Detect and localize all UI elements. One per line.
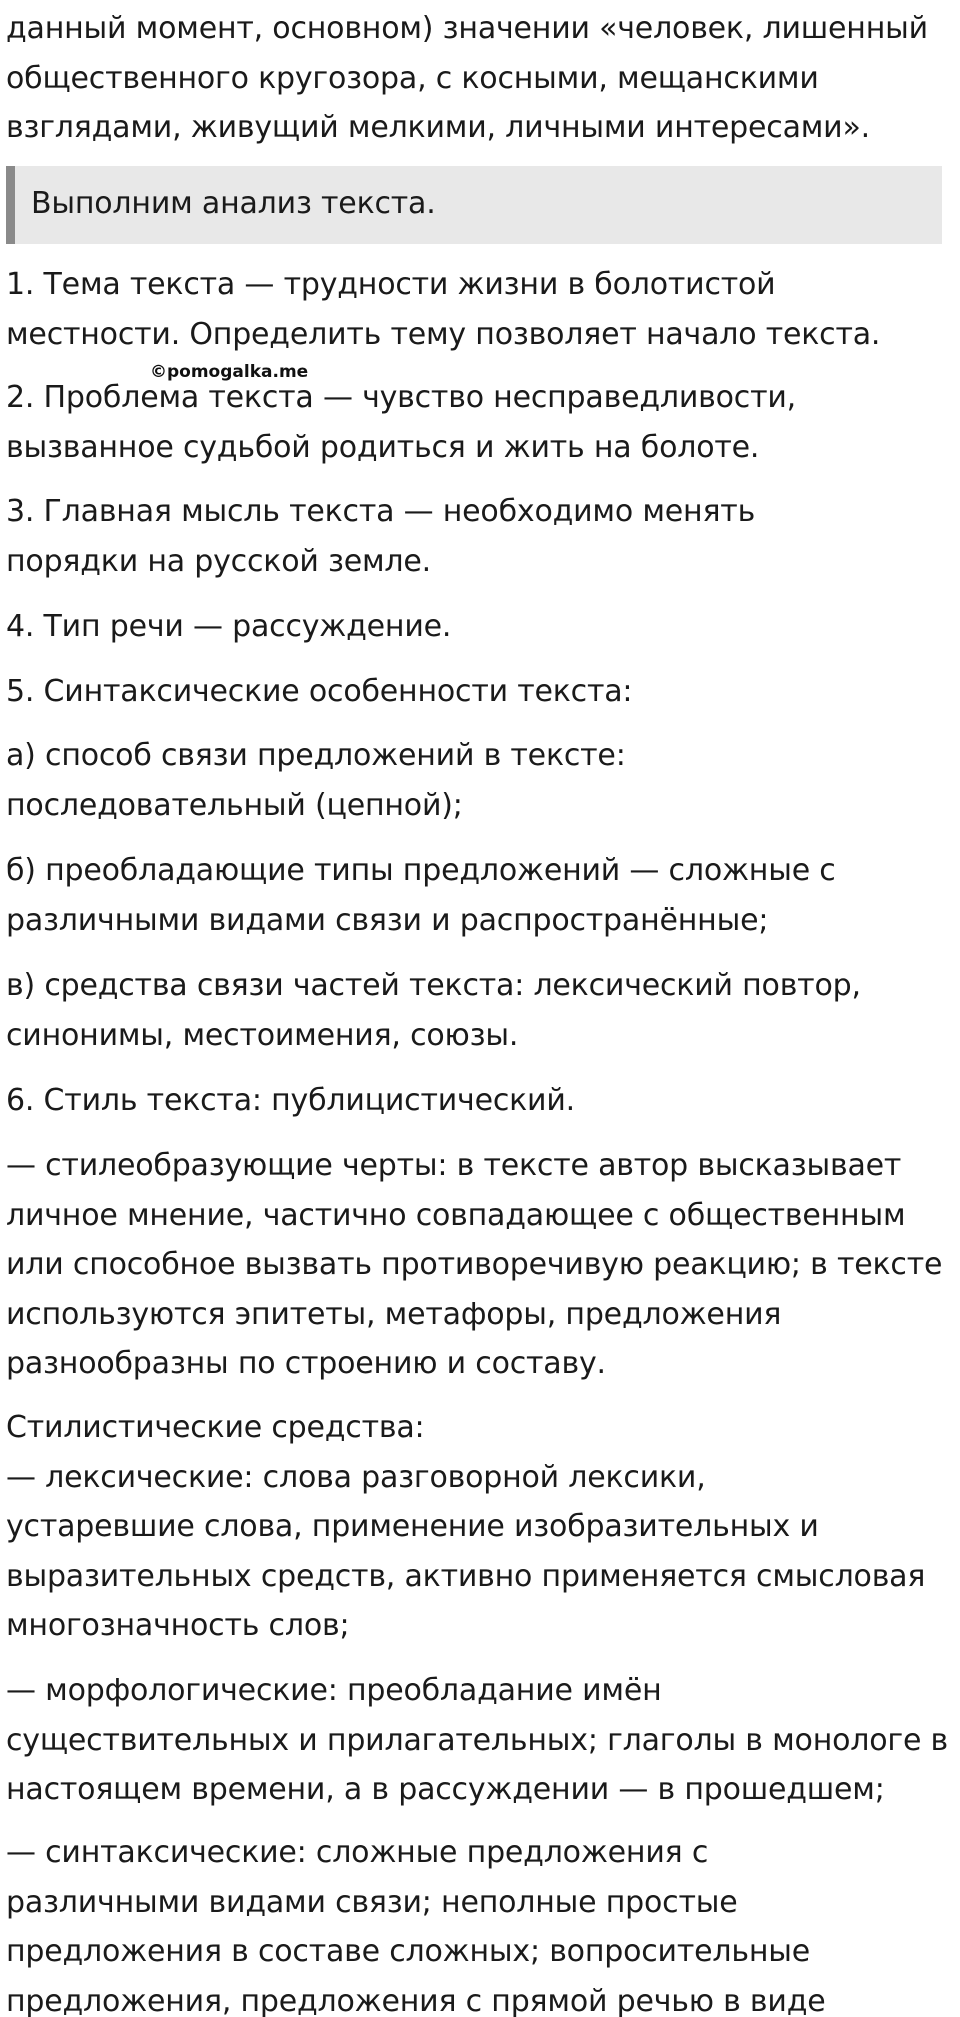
paragraph-syntax-c: в) средства связи частей текста: лексический повтор, синонимы, местоимения, союзы. <box>6 968 861 1053</box>
paragraph-style: 6. Стиль текста: публицистический. <box>6 1083 575 1118</box>
paragraph-syntax-heading: 5. Синтаксические особенности текста: <box>6 674 633 709</box>
callout-box <box>6 166 942 244</box>
paragraph-speech-type: 4. Тип речи — рассуждение. <box>6 609 452 644</box>
paragraph-style-features: — стилеобразующие черты: в тексте автор высказывает личное мнение, частично совпадающее с общественным или способное вызвать противоречивую реакцию; в тексте используются эпитеты, метафоры, предложения разнообразны по строению и составу. <box>6 1148 943 1381</box>
paragraph-stylistic-syntactic: — синтаксические: сложные предложения с различными видами связи; неполные простые предложения в составе сложных; вопросительные предложения, предложения с прямой речью в виде <box>6 1835 826 2017</box>
paragraph-stylistic-lexical: Стилистические средства: — лексические: слова разговорной лексики, устаревшие слова, применение изобразительных и выразительных средств, активно применяется смысловая многозначность слов; <box>6 1410 926 1643</box>
paragraph-main-idea: 3. Главная мысль текста — необходимо менять порядки на русской земле. <box>6 494 756 579</box>
paragraph-problem: 2. Проблема текста — чувство несправедливости, вызванное судьбой родиться и жить на болоте. <box>6 380 796 465</box>
paragraph-stylistic-morphological: — морфологические: преобладание имён существительных и прилагательных; глаголы в монологе в настоящем времени, а в рассуждении — в прошедшем; <box>6 1673 949 1807</box>
intro-paragraph: данный момент, основном) значении «человек, лишенный общественного кругозора, с косными, мещанскими взглядами, живущий мелкими, личными интересами». <box>6 11 928 145</box>
paragraph-syntax-b: б) преобладающие типы предложений — сложные с различными видами связи и распространённые; <box>6 853 836 938</box>
paragraph-syntax-a: а) способ связи предложений в тексте: последовательный (цепной); <box>6 738 626 823</box>
paragraph-topic: 1. Тема текста — трудности жизни в болотистой местности. Определить тему позволяет начало текста. <box>6 267 881 352</box>
watermark: ©pomogalka.me <box>150 362 309 382</box>
callout-text: Выполним анализ текста. <box>31 186 436 221</box>
